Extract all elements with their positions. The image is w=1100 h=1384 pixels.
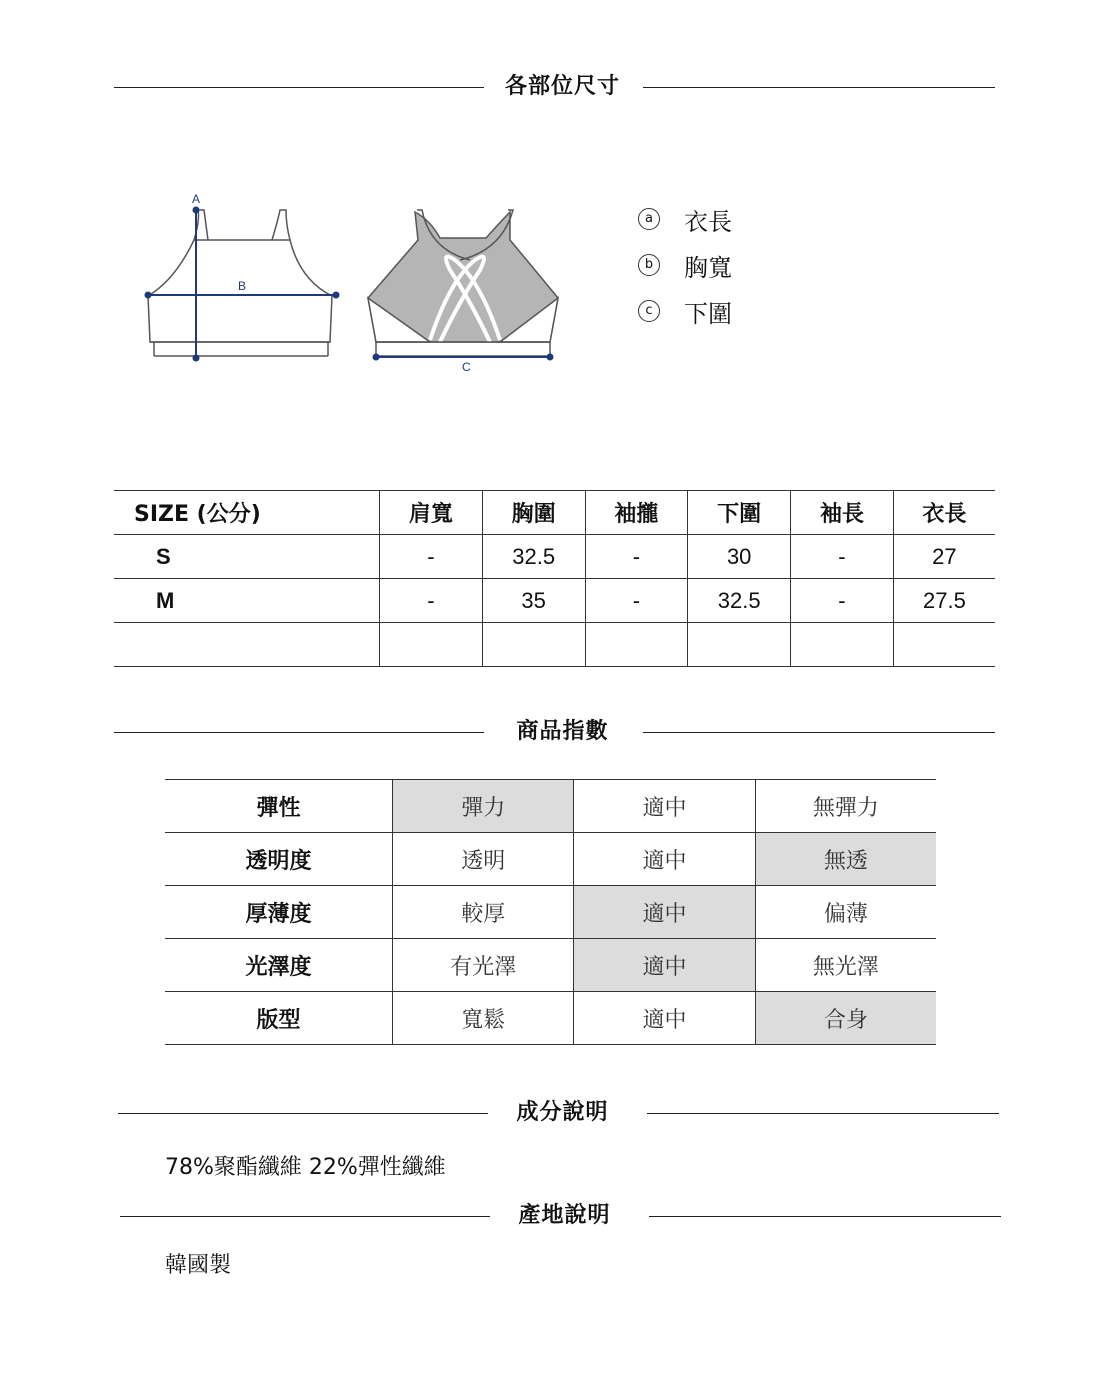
index-attribute: 厚薄度 <box>165 886 393 939</box>
divider-left <box>114 87 484 88</box>
index-option: 偏薄 <box>755 886 936 939</box>
table-cell <box>893 623 995 667</box>
index-option: 寬鬆 <box>393 992 574 1045</box>
table-cell <box>791 623 894 667</box>
measure-label-b: B <box>238 279 247 293</box>
index-option: 透明 <box>393 833 574 886</box>
table-cell: 30 <box>688 535 791 579</box>
header-length: 衣長 <box>893 491 995 535</box>
composition-text: 78%聚酯纖維 22%彈性纖維 <box>165 1155 446 1180</box>
index-option: 適中 <box>574 780 755 833</box>
divider-right <box>643 732 995 733</box>
table-cell: - <box>791 579 894 623</box>
origin-section-title <box>0 1196 1100 1236</box>
table-cell: 35 <box>482 579 585 623</box>
circled-b-icon: b <box>638 254 660 276</box>
divider-right <box>643 87 995 88</box>
header-size: SIZE (公分) <box>114 491 380 535</box>
legend-label: 衣長 <box>684 207 732 236</box>
origin-title: 產地說明 <box>518 1203 611 1228</box>
table-row <box>114 579 995 623</box>
index-row <box>165 780 936 833</box>
size-label <box>114 623 380 667</box>
index-option: 適中 <box>574 833 755 886</box>
garment-diagram <box>130 180 580 380</box>
index-title: 商品指數 <box>516 719 609 744</box>
index-option: 無彈力 <box>755 780 936 833</box>
index-option: 較厚 <box>393 886 574 939</box>
index-row <box>165 939 936 992</box>
table-cell: - <box>380 579 483 623</box>
index-option-selected: 適中 <box>574 886 755 939</box>
index-option: 無光澤 <box>755 939 936 992</box>
table-cell <box>380 623 483 667</box>
size-label: S <box>114 535 380 579</box>
table-row <box>114 535 995 579</box>
origin-text: 韓國製 <box>165 1253 232 1278</box>
header-chest: 胸圍 <box>482 491 585 535</box>
header-sleeve: 袖長 <box>791 491 894 535</box>
divider-left <box>120 1216 490 1217</box>
header-shoulder: 肩寬 <box>380 491 483 535</box>
back-view <box>368 210 558 356</box>
index-attribute: 光澤度 <box>165 939 393 992</box>
size-table <box>114 490 995 667</box>
index-row <box>165 992 936 1045</box>
circled-a-icon: a <box>638 208 660 230</box>
measure-label-a: A <box>192 192 201 206</box>
table-cell: 27.5 <box>893 579 995 623</box>
index-row <box>165 886 936 939</box>
divider-left <box>118 1113 488 1114</box>
measurement-legend <box>638 196 732 334</box>
table-cell: - <box>585 579 688 623</box>
index-option-selected: 適中 <box>574 939 755 992</box>
index-option-selected: 合身 <box>755 992 936 1045</box>
table-cell: 32.5 <box>482 535 585 579</box>
table-cell <box>585 623 688 667</box>
index-option: 適中 <box>574 992 755 1045</box>
index-option-selected: 無透 <box>755 833 936 886</box>
index-attribute: 透明度 <box>165 833 393 886</box>
table-row <box>114 623 995 667</box>
index-option-selected: 彈力 <box>393 780 574 833</box>
legend-item-hem <box>638 288 732 334</box>
legend-item-length <box>638 196 732 242</box>
table-cell: - <box>585 535 688 579</box>
index-section-title <box>0 712 1100 752</box>
measurements-title: 各部位尺寸 <box>504 74 620 99</box>
legend-label: 下圍 <box>684 299 732 328</box>
measurements-section-title <box>0 67 1100 107</box>
measure-label-c: C <box>462 360 471 374</box>
table-cell: 27 <box>893 535 995 579</box>
table-cell: - <box>791 535 894 579</box>
index-row <box>165 833 936 886</box>
divider-left <box>114 732 484 733</box>
table-cell <box>688 623 791 667</box>
size-table-header <box>114 491 995 535</box>
table-cell: 32.5 <box>688 579 791 623</box>
product-index-table <box>165 779 936 1045</box>
circled-c-icon: c <box>638 300 660 322</box>
divider-right <box>647 1113 999 1114</box>
legend-item-chest <box>638 242 732 288</box>
size-label: M <box>114 579 380 623</box>
divider-right <box>649 1216 1001 1217</box>
composition-section-title <box>0 1093 1100 1133</box>
composition-title: 成分說明 <box>516 1100 609 1125</box>
table-cell <box>482 623 585 667</box>
index-attribute: 版型 <box>165 992 393 1045</box>
index-option: 有光澤 <box>393 939 574 992</box>
index-attribute: 彈性 <box>165 780 393 833</box>
header-hem: 下圍 <box>688 491 791 535</box>
legend-label: 胸寬 <box>684 253 732 282</box>
header-armhole: 袖攏 <box>585 491 688 535</box>
table-cell: - <box>380 535 483 579</box>
